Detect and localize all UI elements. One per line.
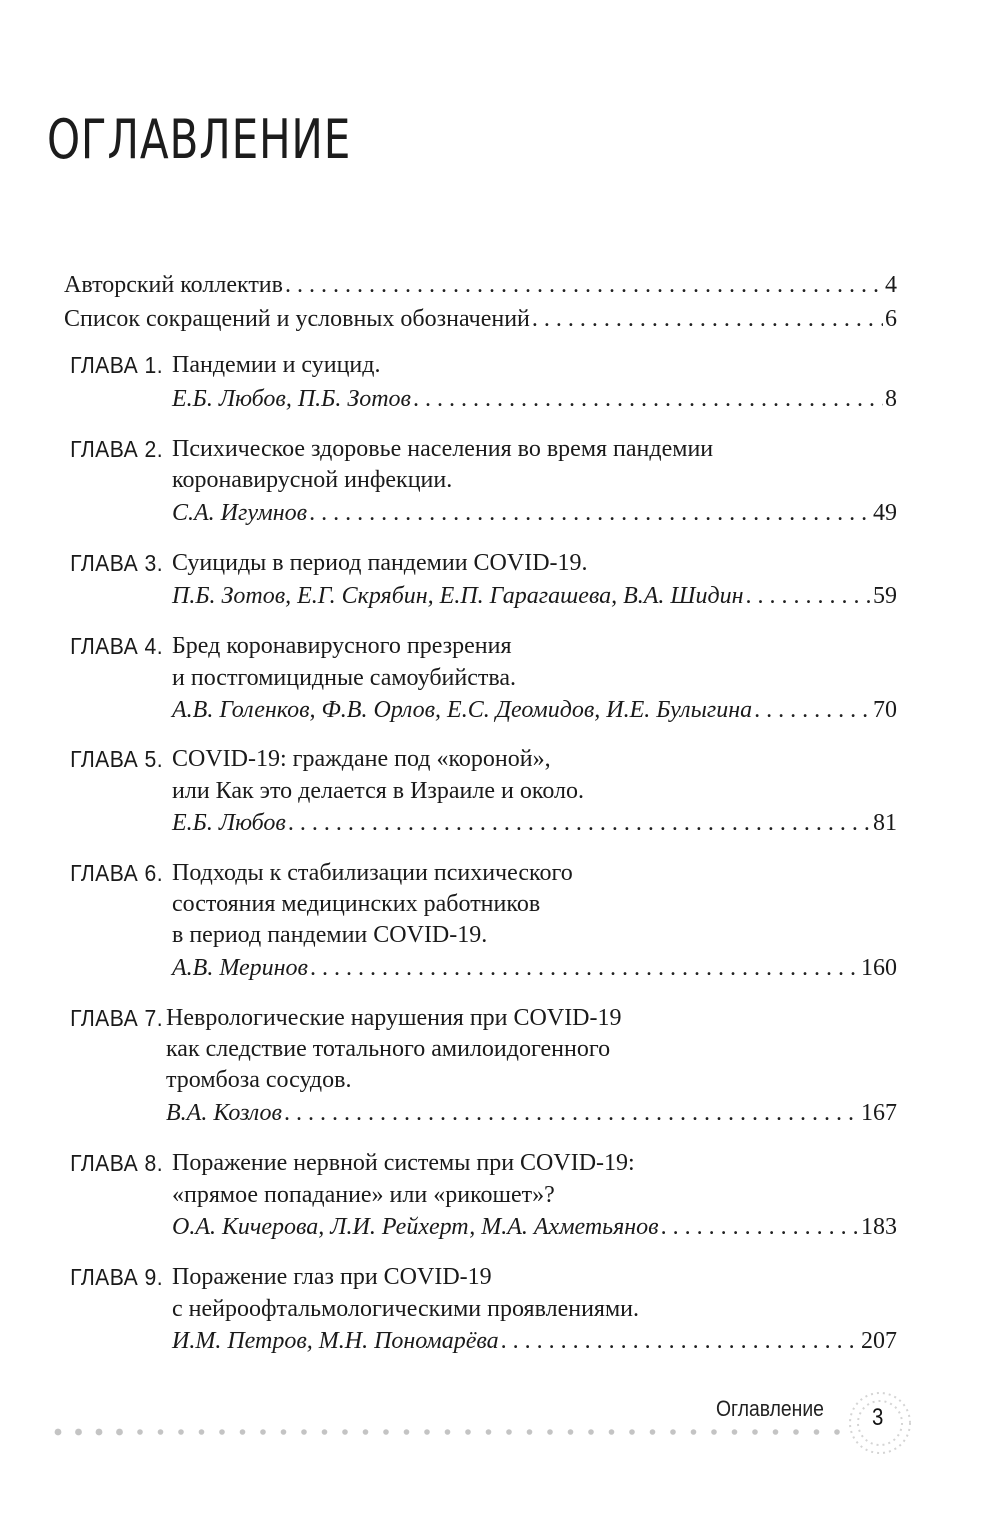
decorative-dot — [75, 1429, 82, 1436]
decorative-dot — [650, 1429, 656, 1435]
decorative-dot — [219, 1429, 225, 1435]
decorative-dot — [281, 1429, 287, 1435]
toc-leader-line — [172, 583, 897, 610]
chapter-title-line: Подходы к стабилизации психического — [172, 860, 573, 886]
decorative-dot — [506, 1429, 512, 1435]
decorative-dot — [199, 1429, 205, 1435]
chapter-title-line: коронавирусной инфекции. — [172, 467, 453, 493]
toc-leader-line — [64, 306, 897, 333]
page-title: ОГЛАВЛЕНИЕ — [47, 108, 352, 171]
decorative-dot — [137, 1429, 143, 1435]
chapter-title-line: Поражение глаз при COVID-19 — [172, 1264, 492, 1290]
decorative-dot — [55, 1429, 62, 1436]
chapter-authors: А.В. Голенков, Ф.В. Орлов, Е.С. Деомидов, И.Е. Булыгина — [172, 697, 753, 723]
decorative-dot — [814, 1429, 820, 1435]
decorative-dot — [178, 1429, 184, 1435]
toc-leader-line — [172, 1214, 897, 1241]
chapter-title-line: Суициды в период пандемии COVID-19. — [172, 550, 588, 576]
decorative-dot — [711, 1429, 717, 1435]
toc-entry-abbreviations[interactable] — [0, 306, 1000, 338]
chapter-label: ГЛАВА 3. — [69, 550, 163, 576]
decorative-dot — [424, 1429, 430, 1435]
decorative-dot — [773, 1429, 779, 1435]
decorative-dot — [752, 1429, 758, 1435]
toc-leader-line — [172, 1328, 897, 1355]
toc-page-number: 49 — [873, 500, 897, 526]
chapter-title-line: «прямое попадание» или «рикошет»? — [172, 1182, 555, 1208]
decorative-dot-row — [50, 1425, 850, 1439]
toc-page-number: 59 — [873, 583, 897, 609]
footer-section-label: Оглавление — [716, 1396, 824, 1421]
decorative-dot — [527, 1429, 533, 1435]
toc-leader-line — [172, 955, 897, 982]
chapter-title-line: Поражение нервной системы при COVID-19: — [172, 1150, 635, 1176]
decorative-dot — [301, 1429, 307, 1435]
toc-page-number: 4 — [885, 272, 897, 298]
decorative-dot — [404, 1429, 410, 1435]
decorative-dot — [445, 1429, 451, 1435]
chapter-title-line: Бред коронавирусного презрения — [172, 633, 512, 659]
toc-leader-line — [172, 386, 897, 413]
chapter-title-line: Психическое здоровье населения во время пандемии — [172, 436, 714, 462]
chapter-title-line: Пандемии и суицид. — [172, 352, 381, 378]
decorative-dot — [342, 1429, 348, 1435]
chapter-label: ГЛАВА 8. — [69, 1150, 163, 1176]
decorative-dot — [568, 1429, 574, 1435]
toc-page-number: 70 — [873, 697, 897, 723]
chapter-label: ГЛАВА 7. — [69, 1005, 163, 1031]
decorative-dot — [158, 1429, 164, 1435]
chapter-title-line: в период пандемии COVID-19. — [172, 922, 488, 948]
toc-leader-line — [172, 500, 897, 527]
toc-entry-authors[interactable] — [0, 272, 1000, 304]
chapter-authors: Е.Б. Любов — [172, 810, 286, 836]
leader-dots — [310, 955, 859, 982]
leader-dots — [501, 1328, 859, 1355]
decorative-dot — [670, 1429, 676, 1435]
chapter-label: ГЛАВА 6. — [69, 860, 163, 886]
chapter-authors: И.М. Петров, М.Н. Пономарёва — [172, 1328, 499, 1354]
decorative-dot — [629, 1429, 635, 1435]
decorative-dot — [793, 1429, 799, 1435]
decorative-dot — [609, 1429, 615, 1435]
decorative-dot — [732, 1429, 738, 1435]
chapter-authors: С.А. Игумнов — [172, 500, 308, 526]
chapter-title-line: COVID-19: граждане под «короной», — [172, 746, 551, 772]
chapter-title-line: или Как это делается в Израиле и около. — [172, 778, 584, 804]
chapter-title-line: тромбоза сосудов. — [166, 1067, 352, 1093]
chapter-title-line: состояния медицинских работников — [172, 891, 541, 917]
chapter-authors: О.А. Кичерова, Л.И. Рейхерт, М.А. Ахметьянов — [172, 1214, 659, 1240]
leader-dots — [288, 810, 871, 837]
decorative-dot — [383, 1429, 389, 1435]
leader-dots — [746, 583, 871, 610]
decorative-dot — [363, 1429, 369, 1435]
leader-dots — [284, 1100, 859, 1127]
chapter-label: ГЛАВА 4. — [69, 633, 163, 659]
chapter-authors: Е.Б. Любов, П.Б. Зотов — [172, 386, 411, 412]
decorative-gear-icon — [840, 1383, 920, 1463]
leader-dots — [532, 306, 883, 333]
decorative-dot — [547, 1429, 553, 1435]
toc-leader-line — [172, 810, 897, 837]
toc-leader-line — [166, 1100, 897, 1127]
leader-dots — [413, 386, 883, 413]
toc-page-number: 6 — [885, 306, 897, 332]
decorative-dot — [691, 1429, 697, 1435]
decorative-dot — [260, 1429, 266, 1435]
chapter-title-line: и постгомицидные самоубийства. — [172, 665, 517, 691]
toc-leader-line — [64, 272, 897, 299]
chapter-title-line: с нейроофтальмологическими проявлениями. — [172, 1296, 639, 1322]
chapter-label: ГЛАВА 2. — [69, 436, 163, 462]
toc-entry-title: Авторский коллектив — [64, 272, 283, 298]
chapter-label: ГЛАВА 9. — [69, 1264, 163, 1290]
leader-dots — [309, 500, 871, 527]
decorative-dot — [322, 1429, 328, 1435]
decorative-dot — [465, 1429, 471, 1435]
toc-page-number: 207 — [861, 1328, 897, 1354]
chapter-title-line: Неврологические нарушения при COVID-19 — [166, 1005, 622, 1031]
decorative-dot — [116, 1429, 123, 1436]
chapter-label: ГЛАВА 1. — [69, 352, 163, 378]
chapter-label: ГЛАВА 5. — [69, 746, 163, 772]
toc-page-number: 183 — [861, 1214, 897, 1240]
chapter-authors: А.В. Меринов — [172, 955, 308, 981]
toc-page-number: 167 — [861, 1100, 897, 1126]
chapter-authors: П.Б. Зотов, Е.Г. Скрябин, Е.П. Гарагашева, В.А. Шидин — [172, 583, 744, 609]
decorative-dot — [240, 1429, 246, 1435]
leader-dots — [754, 697, 871, 724]
toc-page-number: 160 — [861, 955, 897, 981]
toc-page-number: 81 — [873, 810, 897, 836]
footer-page-number: 3 — [872, 1404, 884, 1431]
toc-page-number: 8 — [885, 386, 897, 412]
leader-dots — [661, 1214, 859, 1241]
chapter-title-line: как следствие тотального амилоидогенного — [166, 1036, 611, 1062]
decorative-dot — [834, 1429, 840, 1435]
toc-entry-title: Список сокращений и условных обозначений — [64, 306, 530, 332]
decorative-dot — [96, 1429, 103, 1436]
decorative-dot — [588, 1429, 594, 1435]
toc-leader-line — [172, 697, 897, 724]
leader-dots — [285, 272, 883, 299]
chapter-authors: В.А. Козлов — [166, 1100, 282, 1126]
decorative-dot — [486, 1429, 492, 1435]
